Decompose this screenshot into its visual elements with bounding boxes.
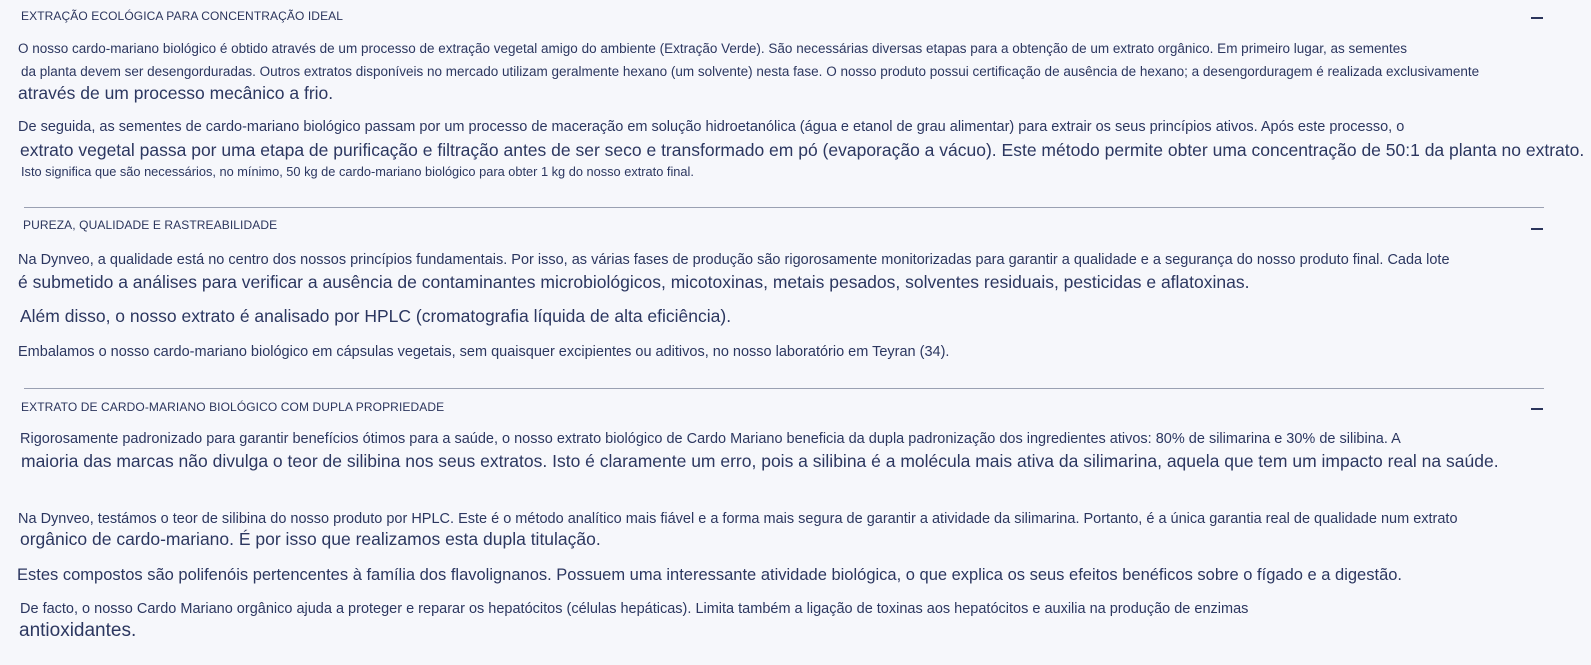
- collapse-minus-icon[interactable]: [1531, 228, 1543, 230]
- section-title-extracao[interactable]: EXTRAÇÃO ECOLÓGICA PARA CONCENTRAÇÃO IDEAL: [21, 9, 344, 23]
- section-title-dupla-propriedade[interactable]: EXTRATO DE CARDO-MARIANO BIOLÓGICO COM DUPLA PROPRIEDADE: [21, 400, 445, 414]
- section-divider: [24, 207, 1544, 208]
- paragraph-line: Rigorosamente padronizado para garantir benefícios ótimos para a saúde, o nosso extrato biológico de Cardo Mariano beneficia da dupla padronização dos ingredientes ativos: 80% de silimarina e 30% de silibina. A: [20, 431, 1401, 447]
- paragraph-line: Estes compostos são polifenóis pertencentes à família dos flavolignanos. Possuem uma interessante atividade biológica, o que explica os seus efeitos benéficos sobre o fígado e a digestão.: [17, 566, 1403, 584]
- paragraph-line: Além disso, o nosso extrato é analisado por HPLC (cromatografia líquida de alta eficiência).: [20, 306, 732, 326]
- paragraph-line: através de um processo mecânico a frio.: [18, 83, 334, 103]
- section-divider: [24, 388, 1544, 389]
- paragraph-line: Embalamos o nosso cardo-mariano biológico em cápsulas vegetais, sem quaisquer excipientes ou aditivos, no nosso laboratório em Teyran (34).: [18, 344, 950, 360]
- paragraph-line: O nosso cardo-mariano biológico é obtido através de um processo de extração vegetal amigo do ambiente (Extração Verde). São necessárias diversas etapas para a obtenção de um extrato orgânico. Em primeiro lugar, as sementes: [18, 41, 1408, 56]
- paragraph-line: da planta devem ser desengorduradas. Outros extratos disponíveis no mercado utilizam geralmente hexano (um solvente) nesta fase. O nosso produto possui certificação de ausência de hexano; a desengorduragem é realizada exclusivamente: [21, 64, 1480, 79]
- paragraph-line: maioria das marcas não divulga o teor de silibina nos seus extratos. Isto é claramente um erro, pois a silibina é a molécula mais ativa da silimarina, aquela que tem um impacto real na saúde.: [21, 451, 1499, 471]
- collapse-minus-icon[interactable]: [1531, 408, 1543, 410]
- paragraph-line: De seguida, as sementes de cardo-mariano biológico passam por um processo de maceração em solução hidroetanólica (água e etanol de grau alimentar) para extrair os seus princípios ativos. Após este processo, o: [18, 119, 1405, 135]
- paragraph-line: Isto significa que são necessários, no mínimo, 50 kg de cardo-mariano biológico para obter 1 kg do nosso extrato final.: [21, 164, 694, 179]
- paragraph-line: Na Dynveo, testámos o teor de silibina do nosso produto por HPLC. Este é o método analítico mais fiável e a forma mais segura de garantir a atividade da silimarina. Portanto, é a única garantia real de qualidade num extrato: [18, 511, 1458, 527]
- paragraph-line: De facto, o nosso Cardo Mariano orgânico ajuda a proteger e reparar os hepatócitos (células hepáticas). Limita também a ligação de toxinas aos hepatócitos e auxilia na produção de enzimas: [20, 601, 1249, 617]
- paragraph-line: antioxidantes.: [19, 620, 137, 641]
- paragraph-line: é submetido a análises para verificar a ausência de contaminantes microbiológicos, micotoxinas, metais pesados, solventes residuais, pesticidas e aflatoxinas.: [18, 272, 1250, 292]
- paragraph-line: extrato vegetal passa por uma etapa de purificação e filtração antes de ser seco e transformado em pó (evaporação a vácuo). Este método permite obter uma concentração de 50:1 da planta no extrato.: [20, 140, 1585, 160]
- paragraph-line: orgânico de cardo-mariano. É por isso que realizamos esta dupla titulação.: [20, 529, 601, 549]
- collapse-minus-icon[interactable]: [1531, 17, 1543, 19]
- section-title-pureza[interactable]: PUREZA, QUALIDADE E RASTREABILIDADE: [23, 218, 278, 232]
- paragraph-line: Na Dynveo, a qualidade está no centro dos nossos princípios fundamentais. Por isso, as várias fases de produção são rigorosamente monitorizadas para garantir a qualidade e a segurança do nosso produto final. Cada lote: [18, 252, 1450, 268]
